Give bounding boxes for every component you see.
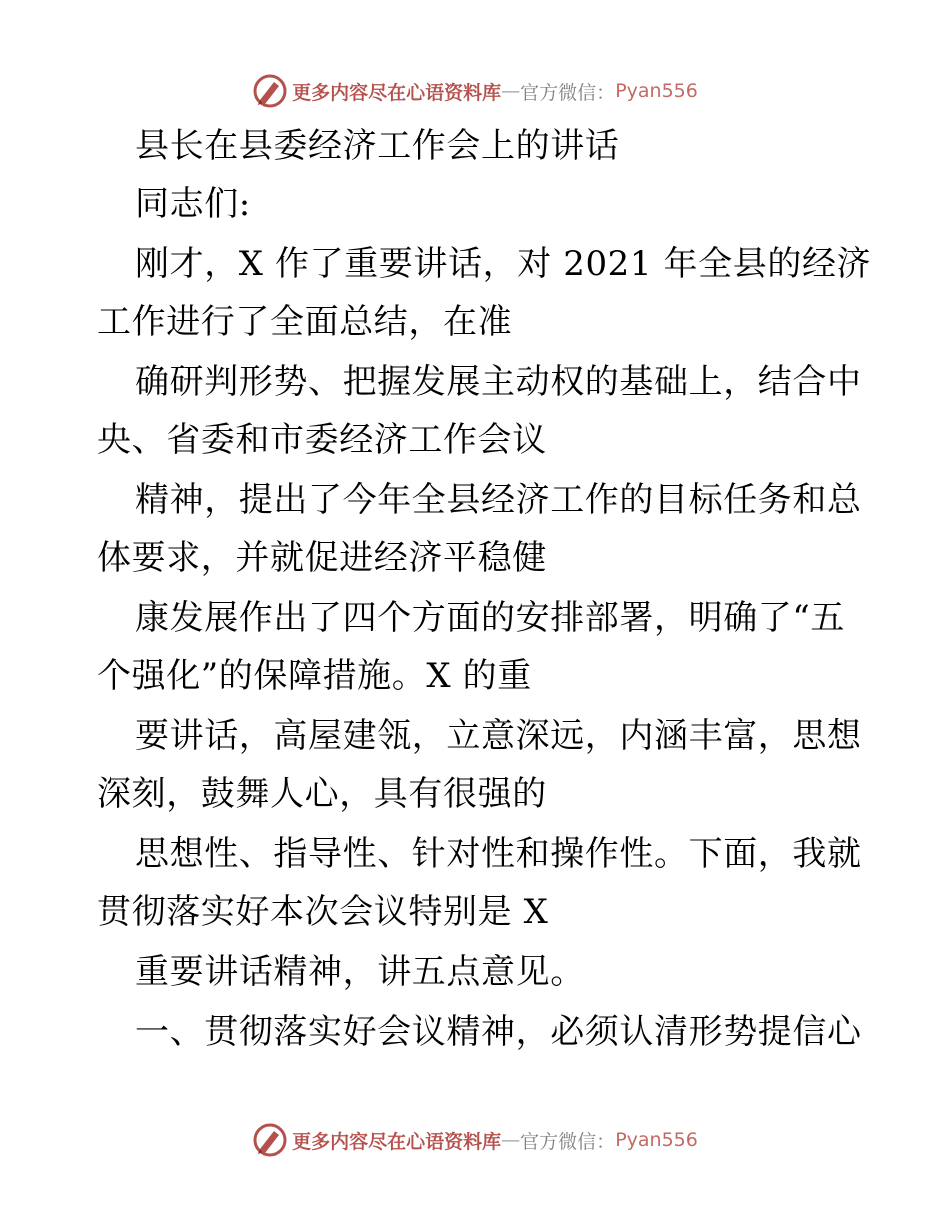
text-line: 确研判形势、把握发展主动权的基础上，结合中 — [135, 362, 862, 402]
pen-logo-icon — [252, 73, 288, 109]
text-line: 央、省委和市委经济工作会议 — [97, 420, 547, 460]
watermark-main-text: 更多内容尽在心语资料库 — [292, 81, 502, 104]
text-line: 要讲话，高屋建瓴，立意深远，内涵丰富，思想 — [135, 716, 862, 756]
header-watermark — [0, 71, 950, 111]
text-line: 工作进行了全面总结，在准 — [97, 302, 513, 342]
watermark-label: 官方微信： — [520, 81, 616, 104]
text-line: 康发展作出了四个方面的安排部署，明确了“五 — [135, 598, 845, 638]
watermark-dash: — — [501, 80, 521, 102]
salutation: 同志们: — [135, 184, 251, 224]
footer-watermark — [0, 1120, 950, 1160]
watermark-wechat-id: Pyan556 — [615, 80, 698, 102]
watermark-label: 官方微信： — [520, 1130, 616, 1153]
text-line: 个强化”的保障措施。X 的重 — [97, 656, 532, 696]
document-title: 县长在县委经济工作会上的讲话 — [135, 126, 620, 166]
text-line: 精神，提出了今年全县经济工作的目标任务和总 — [135, 480, 862, 520]
text-line: 深刻，鼓舞人心，具有很强的 — [97, 774, 547, 814]
text-line: 刚才，X 作了重要讲话，对 2021 年全县的经济 — [135, 244, 872, 284]
section-heading: 一、贯彻落实好会议精神，必须认清形势提信心 — [135, 1012, 862, 1052]
watermark-main-text: 更多内容尽在心语资料库 — [292, 1130, 502, 1153]
pen-logo-icon — [252, 1122, 288, 1158]
watermark-dash: — — [501, 1129, 521, 1151]
text-line: 贯彻落实好本次会议特别是 X — [97, 892, 549, 932]
text-line: 重要讲话精神，讲五点意见。 — [135, 952, 585, 992]
text-line: 思想性、指导性、针对性和操作性。下面，我就 — [135, 834, 862, 874]
text-line: 体要求，并就促进经济平稳健 — [97, 538, 547, 578]
watermark-wechat-id: Pyan556 — [615, 1129, 698, 1151]
